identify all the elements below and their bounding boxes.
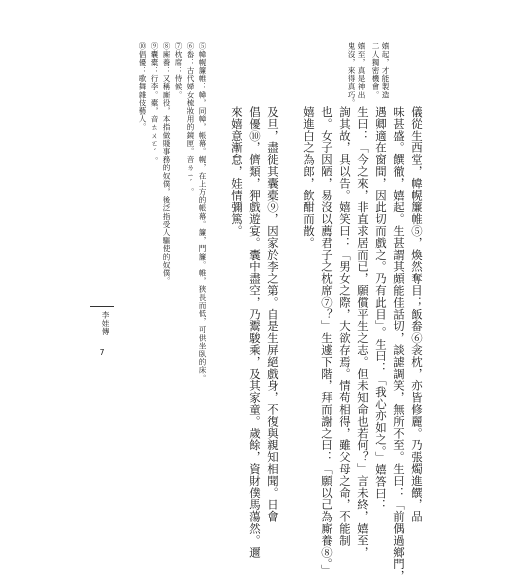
footnote-line: ⑩倡優：歌舞雜伎藝人。 <box>138 42 147 132</box>
footnote-line: ⑨囊橐：行李。橐，音ㄊㄨㄛˊ。 <box>150 42 159 165</box>
body-line: 遇卿適在窗間，因此切而戲之。乃有此目」。生曰：「我心亦如之。」嬉答曰： <box>374 106 388 512</box>
body-line: 及旦，盡徙其囊橐⑨，因家於李之第。自是生屏絕戲身，不復與親知相聞。日會 <box>266 106 280 523</box>
body-line: 詢其故，具以告。嬉笑曰：「男女之際，大欲存焉。情苟相得，雖父母之命，不能制 <box>338 106 352 547</box>
footnote-line: ⑧廝養：又稱廝役，本指做賤事務的奴僕，後泛指受人驅使的奴僕。 <box>162 42 171 285</box>
footnote-line: ⑥畚：古代婦女梳妝用的鏡匣。音ㄌㄧˊ。 <box>186 42 195 196</box>
footnote-line: ⑤幃幌簾帷：幃，同幛，帳幕。幌，在上方的帳幕。簾，門簾。帷，狹長而低，可供坐臥的床。 <box>198 42 207 383</box>
running-title: 李娃傳 <box>101 311 110 336</box>
body-line: 嬉進白之為郎，飲酣而散。 <box>302 106 316 249</box>
body-line: 來嬉意漸怠，娃情彌篤。 <box>230 106 244 237</box>
side-note-line: 嬉至，真是神出 <box>357 42 366 99</box>
side-note-line: 嬉起，才能製造 <box>381 42 390 99</box>
body-line: 儀從生西堂，幃幌簾帷⑤，煥然奪目；飯畚⑥衾枕，亦皆修麗。乃張燭進饌，品 <box>410 106 424 523</box>
side-note-line: 二人獨密機會。 <box>371 42 380 99</box>
page-number: 7 <box>99 348 105 357</box>
side-note-line: 鬼沒，來得真巧。 <box>347 42 356 107</box>
footer-divider <box>90 306 114 307</box>
body-line: 味甚盛。饌徹，嬉起。生甚謂其頗能佳話切，談謔調笑，無所不至。生曰：「前偶過鄉門， <box>392 106 406 582</box>
body-line: 生曰：「今之來，非直求居而已，願償平生之志。但未知命也若何？」言未終，嬉至， <box>356 106 370 559</box>
body-line: 也。女子因陋，易沒以薦君子之枕席⑦？」生遽下階，拜而謝之曰：「願以己為廝養⑧。」 <box>320 106 334 577</box>
body-line: 倡優⑩，儕類，狎戲遊宴。囊中盡空，乃鬻駿乘，及其家童。歲餘，資財僕馬蕩然。邇 <box>248 106 262 559</box>
footnote-line: ⑦枕席：侍候。 <box>174 42 183 99</box>
